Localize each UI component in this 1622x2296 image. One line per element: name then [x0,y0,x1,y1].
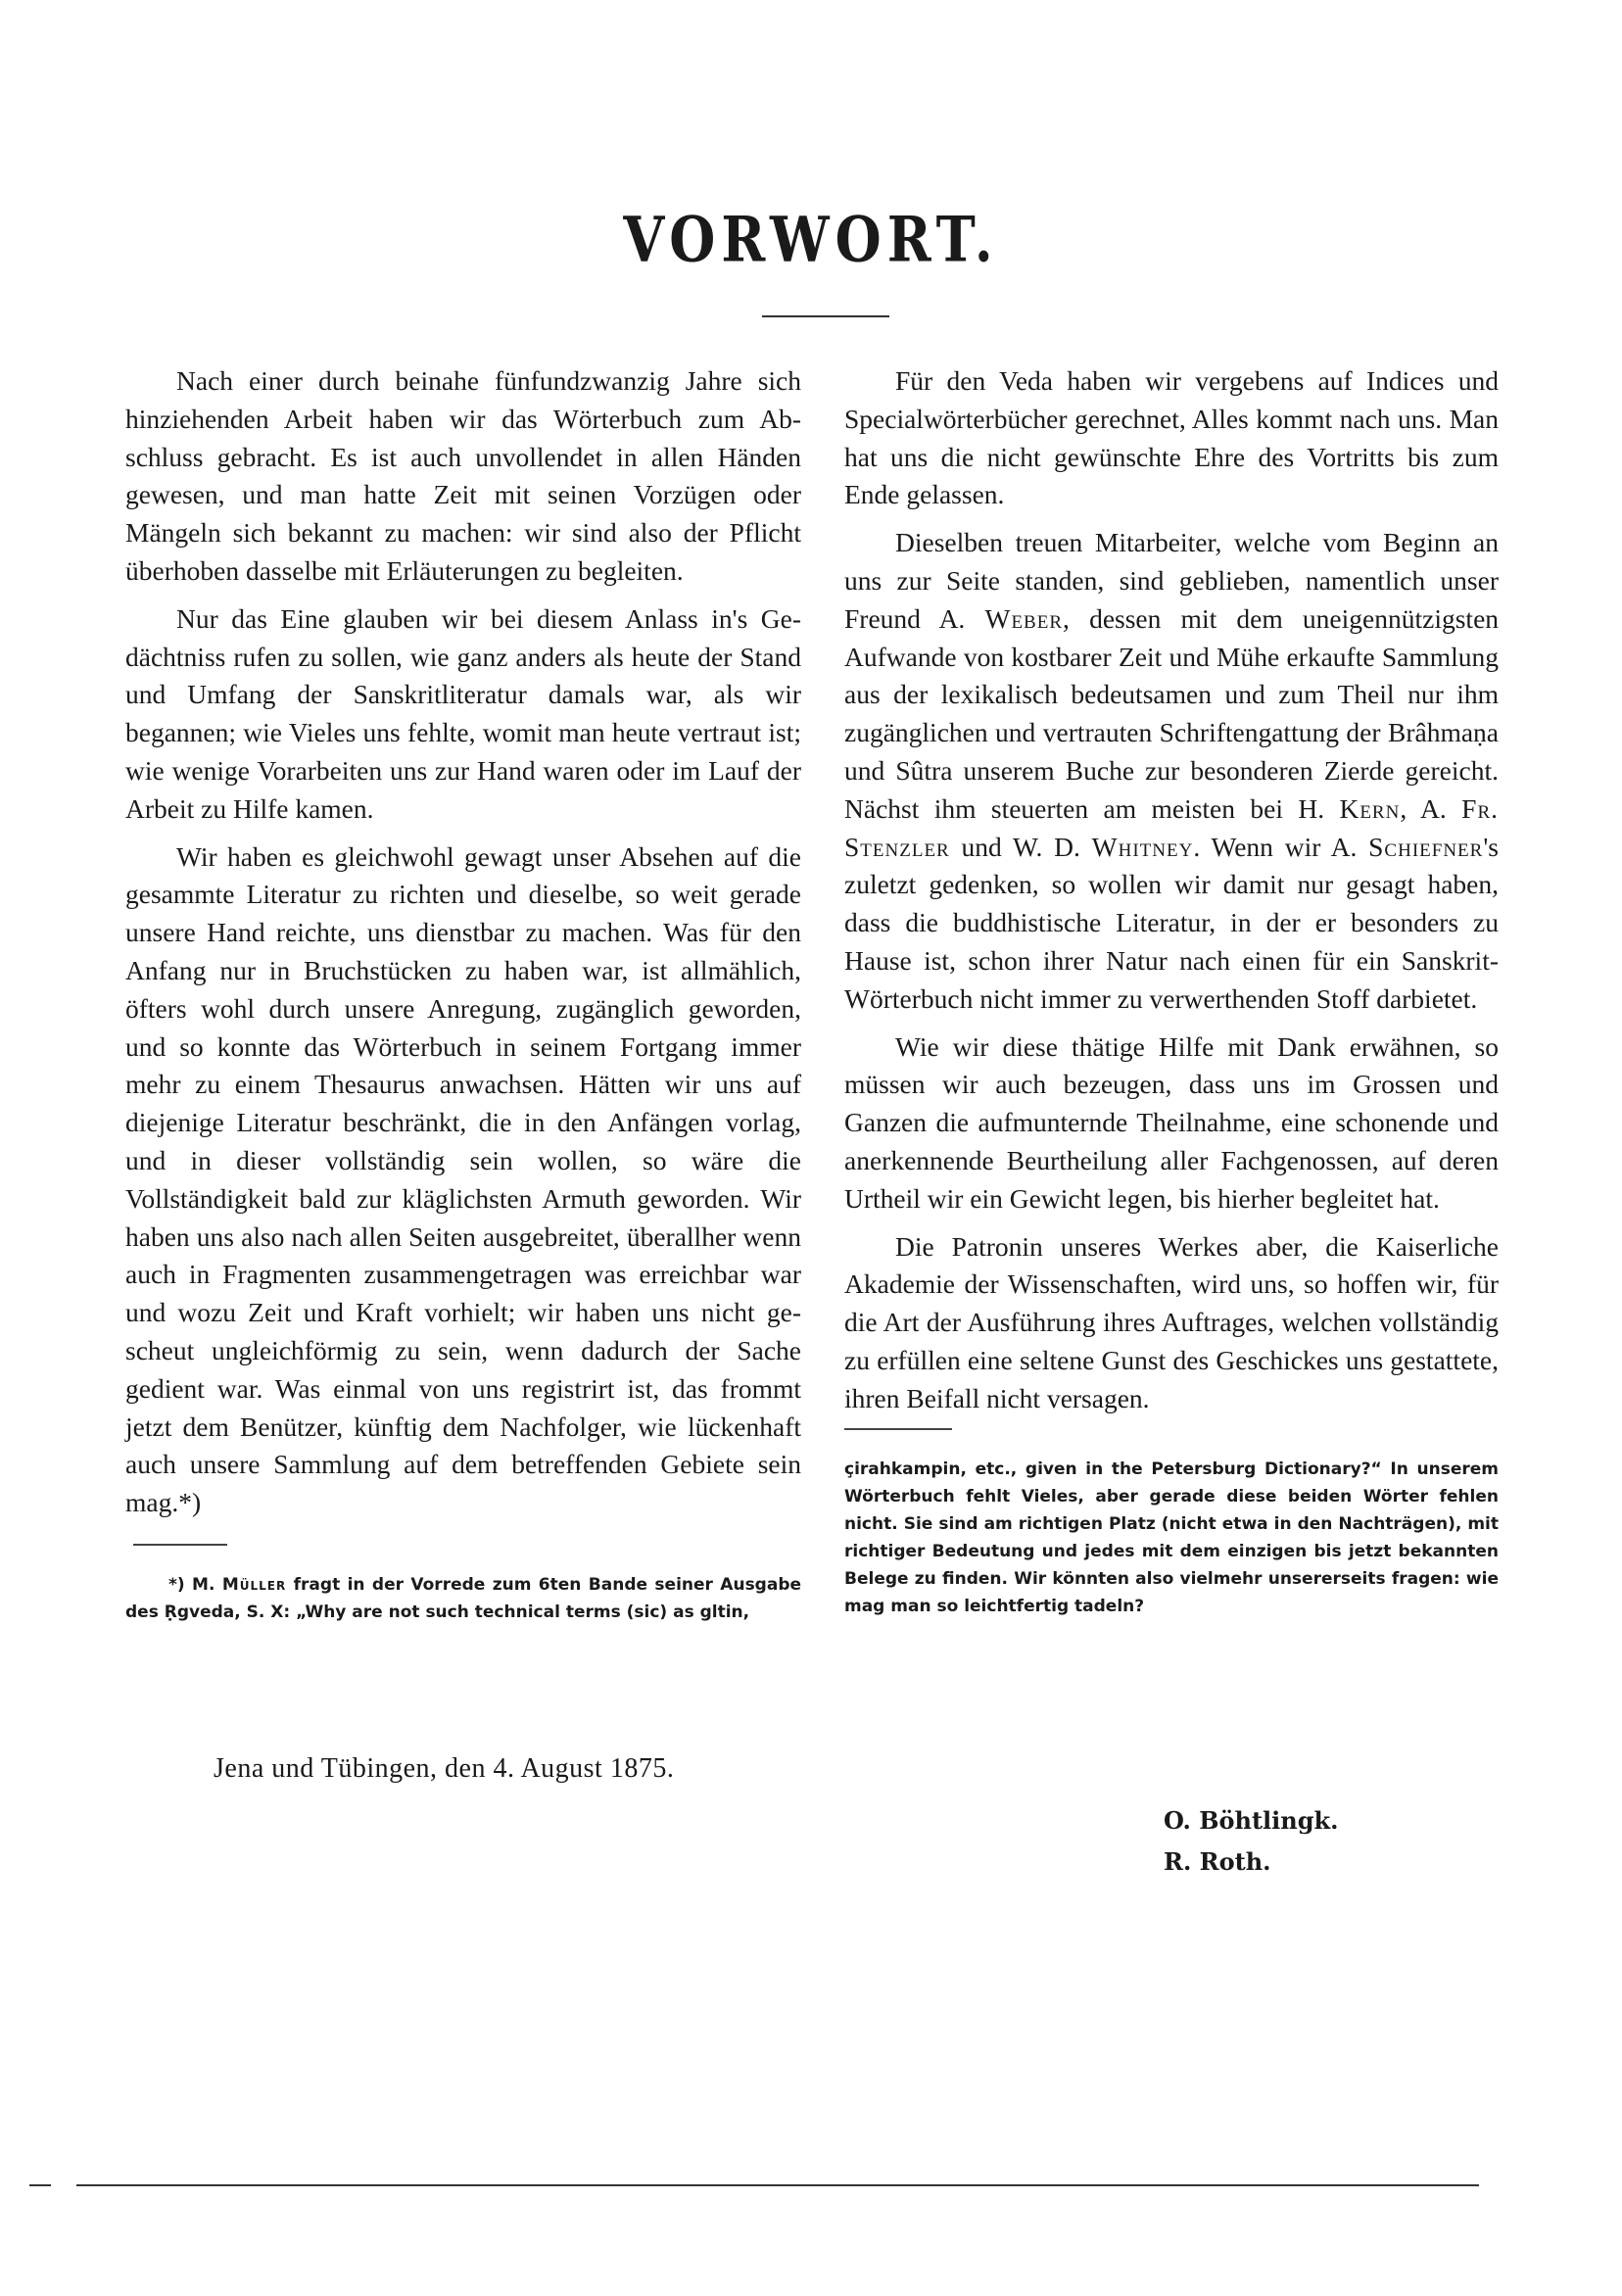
title-divider [762,315,889,317]
person-name: Schiefner [1368,831,1484,862]
paragraph: Wir haben es gleichwohl gewagt unser Absehen auf die gesammte Literatur zu richten und dieselbe, so weit gerade unsere Hand reichte, uns dienstbar zu machen. Was für den Anfang nur in Bruchstücken zu haben war, ist allmählich, öfters wohl durch unsere Anregung, zugänglich geworden, und so konnte das Wörterbuch in seinem Fortgang immer mehr zu einem Thesaurus anwachsen. Hätten wir uns auf diejenige Literatur beschränkt, die in den Anfängen vorlag, und in dieser vollständig sein wollen, so wäre die Vollständigkeit bald zur kläglichsten Armuth geworden. Wir haben uns also nach allen Seiten ausgebreitet, überallher wenn auch in Fragmenten zusammengetragen was erreichbar war und wozu Zeit und Kraft vorhielt; wir haben uns nicht gescheut ungleichförmig zu sein, wenn dadurch der Sache gedient war. Was einmal von uns registrirt ist, das frommt jetzt dem Benützer, künftig dem Nachfolger, wie lückenhaft auch unsere Sammlung auf dem betreffenden Gebiete sein mag.*) [125,840,801,1518]
footnote-divider [844,1428,952,1430]
person-name: Fr. Stenzler [844,792,1500,862]
footnote-author: Müller [221,1574,287,1595]
footnote-continuation: çirahkampin, etc., given in the Petersburg Dictionary?“ In unserem Wörterbuch fehlt Vieles, aber gerade diese beiden Wörter fehlen nicht. Sie sind am richtigen Platz (nicht etwa in den Nachträgen), mit richtiger Bedeutung und jedes mit dem einzigen bis jetzt bekannten Belege zu finden. Wir könnten also vielmehr unsererseits fragen: wie mag man so leichtfertig tadeln? [844,1459,1499,1616]
paragraph: Nur das Eine glauben wir bei diesem Anlass in's Gedächtniss rufen zu sollen, wie ganz anders als heute der Stand und Umfang der Sanskritliteratur damals war, als wir begannen; wie Vieles uns fehlte, womit man heute vertraut ist; wie wenige Vorarbeiten uns zur Hand waren oder im Lauf der Arbeit zu Hilfe kamen. [125,602,801,824]
footnote-divider [133,1544,227,1546]
text-run: und W. D. [961,831,1080,862]
person-name: Weber [984,602,1064,634]
person-name: Whitney [1091,831,1194,862]
text-run: 's zuletzt gedenken, so wollen wir damit nur gesagt haben, dass die buddhistische Literatur, in der er besonders zu Hause ist, schon ihrer Natur nach einen für ein Sanskrit-Wörterbuch nicht immer zu verwerthenden Stoff darbietet. [844,831,1500,1014]
paragraph [844,524,1499,1018]
right-column [844,362,1499,1620]
signatures [1164,1800,1339,1883]
paragraph: Für den Veda haben wir vergebens auf Indices und Specialwörterbücher gerechnet, Alles kommt nach uns. Man hat uns die nicht gewünschte Ehre des Vortritts bis zum Ende gelassen. [844,365,1499,510]
paragraph: Wie wir diese thätige Hilfe mit Dank erwähnen, so müssen wir auch bezeugen, dass uns im Grossen und Ganzen die aufmunternde Theilnahme, eine schonende und anerkennende Beurtheilung aller Fachgenossen, auf deren Urtheil wir ein Gewicht legen, bis hierher begleitet hat. [844,1030,1499,1214]
footnote-marker: *) M. [168,1574,215,1595]
page-title: VORWORT. [623,202,999,276]
left-column [125,362,801,1626]
person-name: Kern [1339,792,1401,824]
dateline: Jena und Tübingen, den 4. August 1875. [214,1753,675,1784]
edge-mark [29,2184,51,2186]
footnote-text: fragt in der Vorrede zum 6ten Bande seiner Ausgabe des Ṛgveda, S. X: „Why are not such technical terms (sic) as gltin, [125,1574,802,1622]
text-run: Dieselben treuen Mitarbeiter, welche vom Beginn an uns zur Seite standen, sind geblieben, namentlich unser Freund A. [844,527,1499,634]
footnote [125,1571,801,1626]
signature: R. Roth. [1164,1847,1271,1876]
signature: O. Böhtlingk. [1164,1806,1339,1835]
paragraph: Die Patronin unseres Werkes aber, die Kaiserliche Akademie der Wissenschaften, wird uns, so hoffen wir, für die Art der Ausführung ihres Auftrages, welchen vollständig zu erfüllen eine seltene Gunst des Geschickes uns gestattete, ihren Beifall nicht versagen. [844,1230,1499,1413]
paragraph: Nach einer durch beinahe fünfundzwanzig Jahre sich hinziehenden Arbeit haben wir das Wörterbuch zum Abschluss gebracht. Es ist auch unvollendet in allen Händen gewesen, und man hatte Zeit mit seinen Vorzügen oder Mängeln sich bekannt zu machen: wir sind also der Pflicht überhoben dasselbe mit Erläuterungen zu begleiten. [125,365,801,586]
text-run: . Wenn wir A. [1193,831,1358,862]
bottom-rule [76,2184,1479,2186]
text-run: , dessen mit dem uneigennützigsten Aufwande von kostbarer Zeit und Mühe erkaufte Sammlung aus der lexikalisch bedeutsamen und zum Theil nur ihm zugänglichen und vertrauten Schriftengattung der Brâhmaṇa und Sûtra unserem Buche zur besonderen Zierde gereicht. Nächst ihm steuerten am meisten bei H. [844,602,1500,824]
text-run: , A. [1400,792,1447,824]
